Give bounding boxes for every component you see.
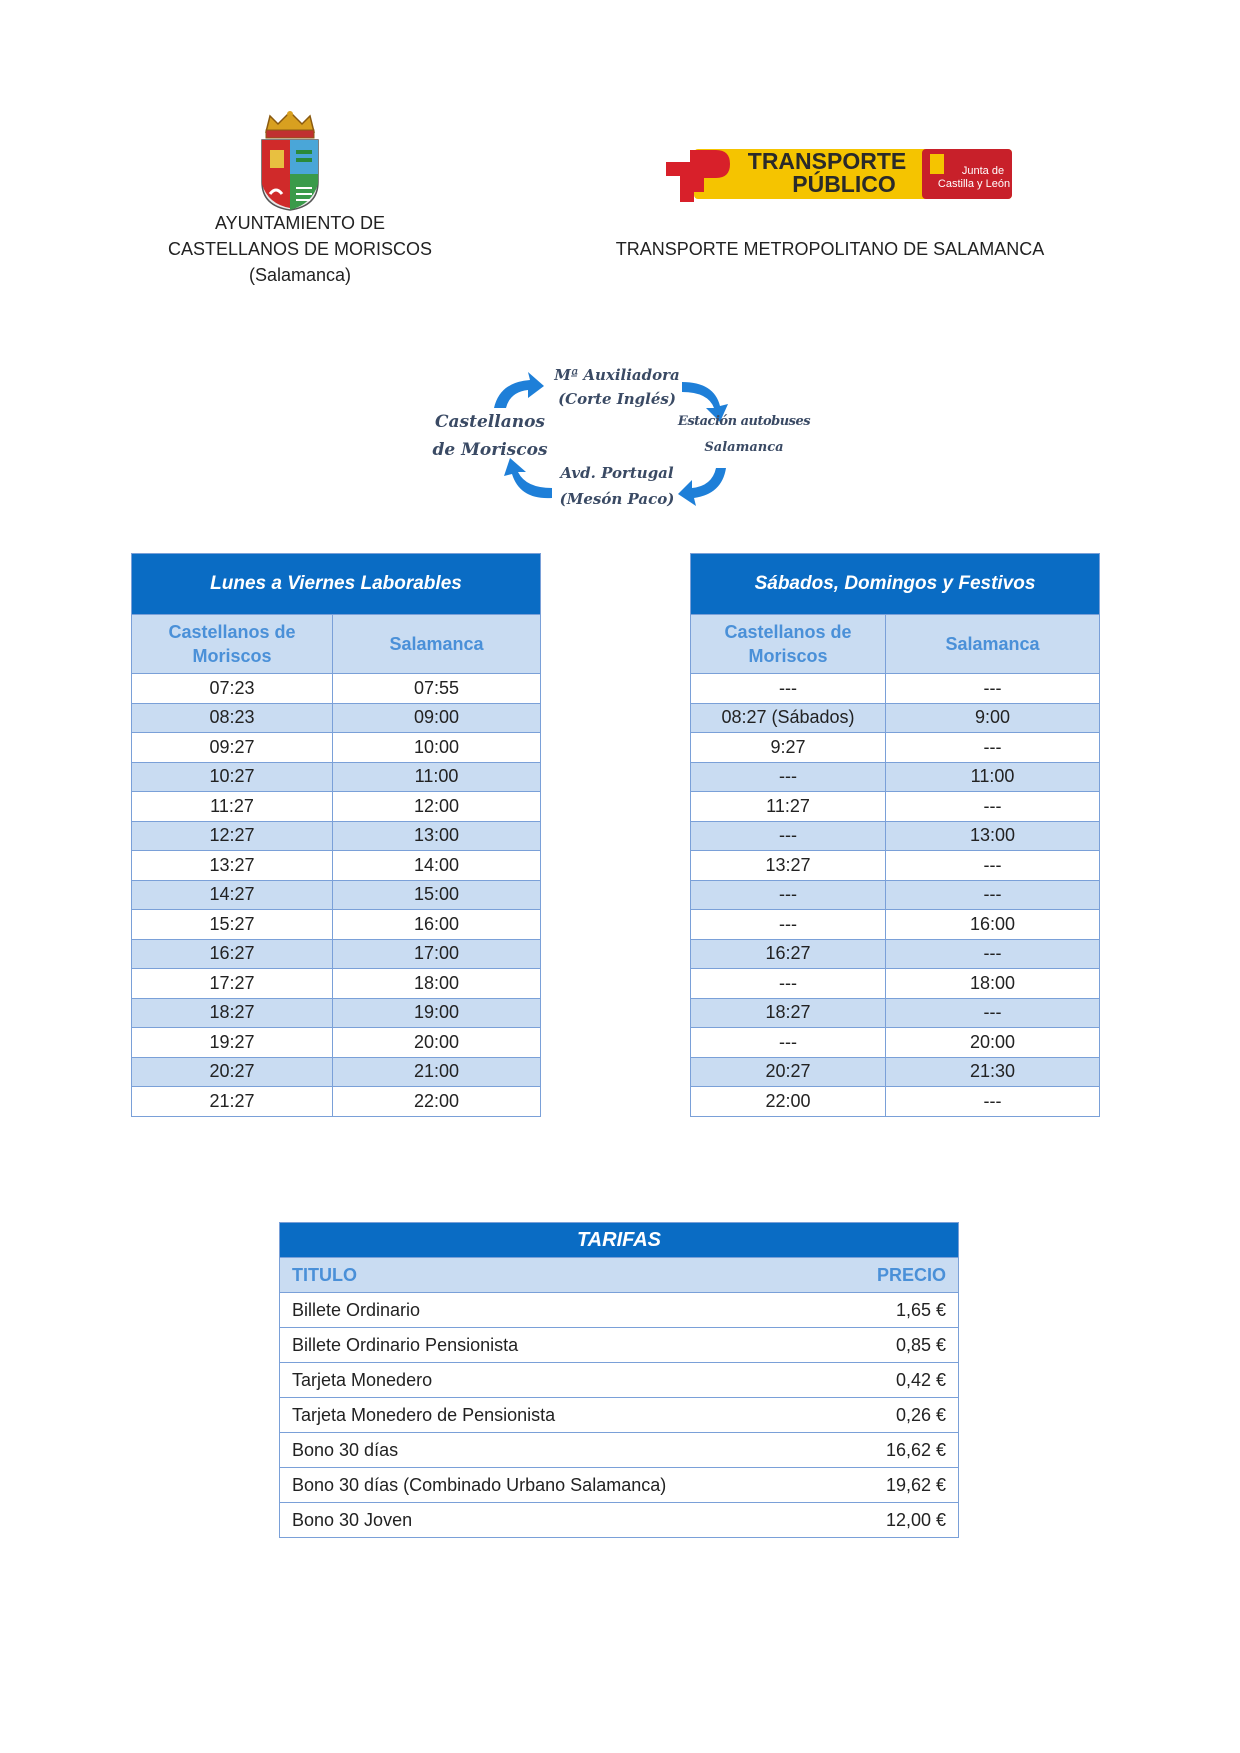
tarifa-name: Bono 30 Joven	[280, 1503, 830, 1538]
route-diagram	[430, 368, 810, 528]
schedule-cell-destination: 20:00	[333, 1028, 541, 1058]
schedule-cell-origin: 08:27 (Sábados)	[691, 703, 886, 733]
schedule-row	[132, 910, 541, 940]
schedule-cell-origin: 13:27	[132, 851, 333, 881]
schedule-cell-destination: 18:00	[333, 969, 541, 999]
schedule-cell-origin: 17:27	[132, 969, 333, 999]
tarifa-row	[280, 1293, 959, 1328]
schedule-cell-destination: ---	[886, 1087, 1100, 1117]
schedule-row	[132, 1087, 541, 1117]
schedule-cell-origin: 07:23	[132, 674, 333, 704]
schedule-cell-origin: ---	[691, 910, 886, 940]
schedule-cell-origin: 13:27	[691, 851, 886, 881]
tarifa-row	[280, 1468, 959, 1503]
tarifa-name: Bono 30 días	[280, 1433, 830, 1468]
route-dest-line2: Salamanca	[704, 440, 784, 455]
schedule-row	[691, 969, 1100, 999]
schedule-cell-destination: 13:00	[333, 821, 541, 851]
tarifas-title: TARIFAS	[280, 1223, 959, 1258]
schedule-cell-origin: 16:27	[132, 939, 333, 969]
schedule-cell-origin: 22:00	[691, 1087, 886, 1117]
schedule-row	[132, 792, 541, 822]
weekday-schedule-table	[131, 553, 541, 1117]
schedule-row	[132, 880, 541, 910]
schedule-cell-destination: ---	[886, 674, 1100, 704]
tarifa-name: Tarjeta Monedero	[280, 1363, 830, 1398]
schedule-row	[691, 880, 1100, 910]
schedule-cell-destination: 21:00	[333, 1057, 541, 1087]
schedule-cell-origin: 10:27	[132, 762, 333, 792]
route-stop-top-line1: Mª Auxiliadora	[554, 366, 680, 384]
arrow-top-left-icon	[494, 372, 544, 408]
schedule-cell-origin: ---	[691, 674, 886, 704]
route-stop-top-line2: (Corte Inglés)	[558, 390, 676, 408]
route-stop-bottom-line2: (Mesón Paco)	[559, 490, 675, 508]
schedule-row	[132, 1057, 541, 1087]
transport-caption: TRANSPORTE METROPOLITANO DE SALAMANCA	[615, 239, 1045, 259]
schedule-cell-origin: 15:27	[132, 910, 333, 940]
schedule-row	[691, 792, 1100, 822]
schedule-row	[132, 733, 541, 763]
tarifa-row	[280, 1398, 959, 1433]
schedule-cell-origin: ---	[691, 821, 886, 851]
tarifa-price: 0,85 €	[830, 1328, 959, 1363]
schedule-cell-origin: 08:23	[132, 703, 333, 733]
council-coat-of-arms	[258, 108, 322, 212]
schedule-cell-origin: 12:27	[132, 821, 333, 851]
schedule-cell-destination: 14:00	[333, 851, 541, 881]
weekend-col-origin: Castellanos de Moriscos	[691, 615, 886, 674]
weekend-title: Sábados, Domingos y Festivos	[691, 554, 1100, 615]
schedule-row	[132, 939, 541, 969]
route-dest-line1: Estación autobuses	[677, 414, 811, 429]
schedule-cell-destination: 11:00	[333, 762, 541, 792]
schedule-cell-destination: 12:00	[333, 792, 541, 822]
tarifa-price: 1,65 €	[830, 1293, 959, 1328]
tarifas-col-title: TITULO	[280, 1258, 830, 1293]
tarifa-name: Tarjeta Monedero de Pensionista	[280, 1398, 830, 1433]
schedule-cell-origin: 16:27	[691, 939, 886, 969]
tarifa-price: 12,00 €	[830, 1503, 959, 1538]
weekend-rows	[691, 674, 1100, 1117]
schedule-row	[132, 821, 541, 851]
schedule-cell-origin: 18:27	[691, 998, 886, 1028]
schedule-cell-origin: 14:27	[132, 880, 333, 910]
route-stop-bottom-line1: Avd. Portugal	[560, 464, 674, 482]
tarifa-row	[280, 1503, 959, 1538]
schedule-row	[691, 851, 1100, 881]
schedule-cell-destination: 18:00	[886, 969, 1100, 999]
schedule-cell-destination: 09:00	[333, 703, 541, 733]
schedule-row	[691, 733, 1100, 763]
schedule-cell-destination: 16:00	[333, 910, 541, 940]
schedule-cell-destination: 9:00	[886, 703, 1100, 733]
transport-caption-wrap	[610, 210, 1050, 262]
tarifa-name: Billete Ordinario	[280, 1293, 830, 1328]
schedule-row	[132, 969, 541, 999]
schedule-row	[132, 703, 541, 733]
tarifa-name: Billete Ordinario Pensionista	[280, 1328, 830, 1363]
tarifa-price: 19,62 €	[830, 1468, 959, 1503]
schedule-cell-destination: ---	[886, 792, 1100, 822]
schedule-cell-destination: ---	[886, 880, 1100, 910]
schedule-cell-origin: 11:27	[132, 792, 333, 822]
tarifa-row	[280, 1328, 959, 1363]
schedule-cell-destination: 16:00	[886, 910, 1100, 940]
schedule-cell-destination: 17:00	[333, 939, 541, 969]
schedule-cell-destination: ---	[886, 851, 1100, 881]
schedule-cell-destination: 13:00	[886, 821, 1100, 851]
schedule-cell-destination: ---	[886, 733, 1100, 763]
tarifa-price: 0,26 €	[830, 1398, 959, 1433]
weekday-rows	[132, 674, 541, 1117]
schedule-cell-origin: 19:27	[132, 1028, 333, 1058]
transport-logo-line2: PÚBLICO	[792, 171, 896, 197]
schedule-row	[691, 674, 1100, 704]
weekday-col-origin: Castellanos de Moriscos	[132, 615, 333, 674]
schedule-row	[691, 1087, 1100, 1117]
schedule-row	[691, 998, 1100, 1028]
weekday-title: Lunes a Viernes Laborables	[132, 554, 541, 615]
tarifa-name: Bono 30 días (Combinado Urbano Salamanca)	[280, 1468, 830, 1503]
tarifas-rows	[280, 1293, 959, 1538]
transport-logo-badge-line1: Junta de	[961, 165, 1005, 177]
schedule-cell-origin: 20:27	[691, 1057, 886, 1087]
council-line-3: (Salamanca)	[248, 265, 352, 285]
schedule-row	[691, 939, 1100, 969]
route-origin-line2: de Moriscos	[432, 440, 548, 460]
tarifas-table	[279, 1222, 959, 1538]
schedule-row	[691, 910, 1100, 940]
schedule-cell-destination: 15:00	[333, 880, 541, 910]
schedule-cell-destination: ---	[886, 998, 1100, 1028]
weekend-col-destination: Salamanca	[886, 615, 1100, 674]
schedule-cell-origin: 21:27	[132, 1087, 333, 1117]
schedule-cell-destination: 20:00	[886, 1028, 1100, 1058]
schedule-cell-origin: 11:27	[691, 792, 886, 822]
tarifa-row	[280, 1363, 959, 1398]
schedule-row	[691, 821, 1100, 851]
tarifa-row	[280, 1433, 959, 1468]
schedule-row	[691, 1057, 1100, 1087]
schedule-cell-destination: ---	[886, 939, 1100, 969]
schedule-cell-origin: ---	[691, 1028, 886, 1058]
transport-logo-badge-line2: Castilla y León	[937, 178, 1011, 190]
council-line-2: CASTELLANOS DE MORISCOS	[167, 239, 433, 259]
transport-logo	[664, 146, 1020, 204]
schedule-cell-destination: 07:55	[333, 674, 541, 704]
schedule-cell-destination: 11:00	[886, 762, 1100, 792]
schedule-row	[691, 703, 1100, 733]
schedule-row	[691, 1028, 1100, 1058]
schedule-cell-origin: ---	[691, 762, 886, 792]
council-name	[160, 210, 440, 288]
tarifas-col-price: PRECIO	[830, 1258, 959, 1293]
schedule-row	[691, 762, 1100, 792]
route-origin-line1: Castellanos	[435, 412, 545, 432]
schedule-row	[132, 1028, 541, 1058]
schedule-cell-destination: 19:00	[333, 998, 541, 1028]
weekend-schedule-table	[690, 553, 1100, 1117]
schedule-cell-origin: 20:27	[132, 1057, 333, 1087]
schedule-cell-origin: ---	[691, 969, 886, 999]
schedule-cell-origin: ---	[691, 880, 886, 910]
schedule-row	[132, 998, 541, 1028]
schedule-row	[132, 851, 541, 881]
tarifa-price: 0,42 €	[830, 1363, 959, 1398]
tarifa-price: 16,62 €	[830, 1433, 959, 1468]
schedule-cell-origin: 18:27	[132, 998, 333, 1028]
schedule-row	[132, 674, 541, 704]
schedule-cell-destination: 22:00	[333, 1087, 541, 1117]
schedule-cell-origin: 9:27	[691, 733, 886, 763]
schedule-cell-origin: 09:27	[132, 733, 333, 763]
schedule-cell-destination: 21:30	[886, 1057, 1100, 1087]
schedule-cell-destination: 10:00	[333, 733, 541, 763]
transport-logo-line1: TRANSPORTE	[747, 148, 907, 174]
schedule-row	[132, 762, 541, 792]
weekday-col-destination: Salamanca	[333, 615, 541, 674]
council-line-1: AYUNTAMIENTO DE	[214, 213, 385, 233]
